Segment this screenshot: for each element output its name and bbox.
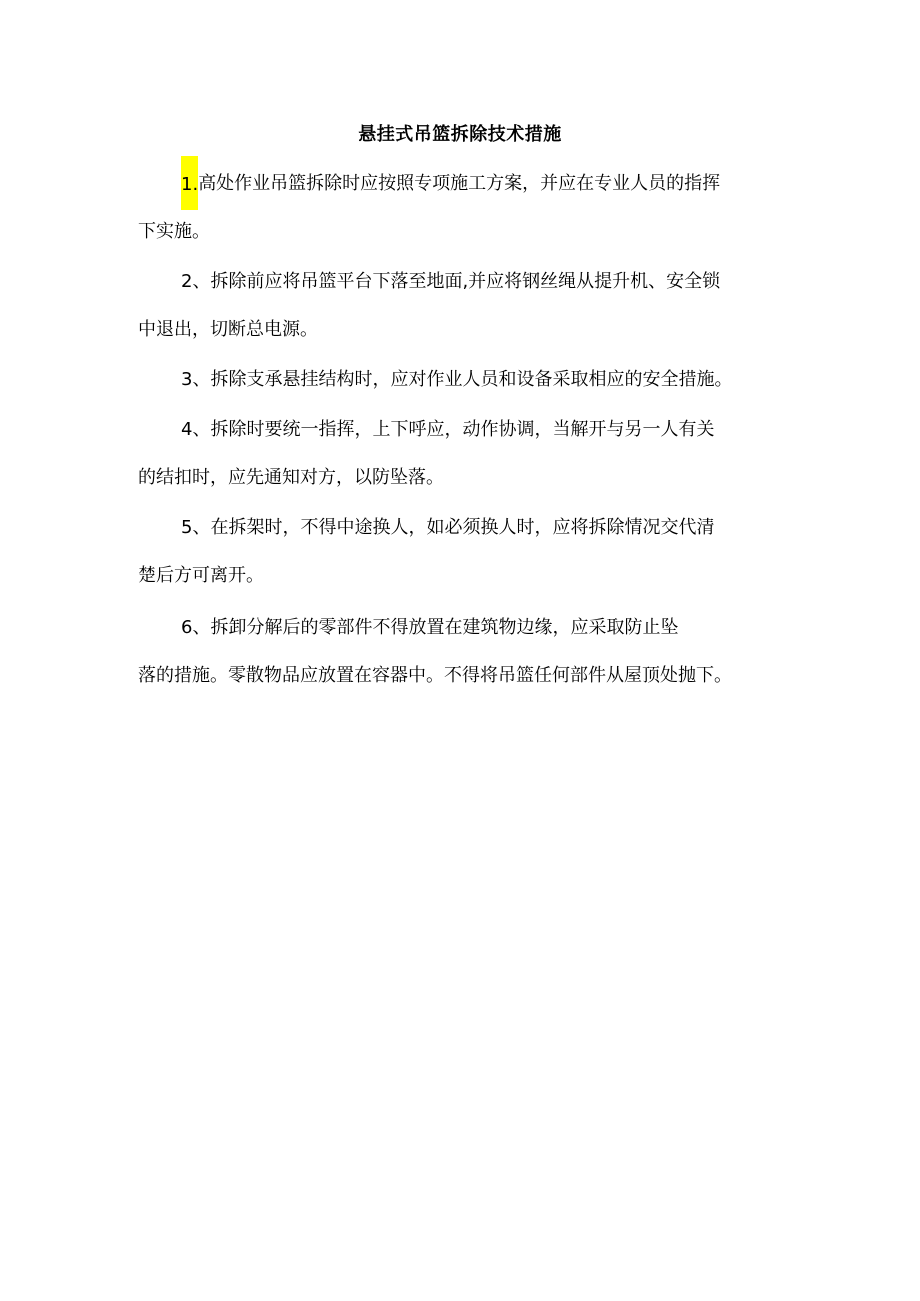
list-item-1-line-2: 下实施。 [138, 221, 210, 242]
list-item-6-line-1: 6、拆卸分解后的零部件不得放置在建筑物边缘，应采取防止坠 [181, 617, 679, 638]
list-item-3 [138, 356, 788, 404]
document-title: 悬挂式吊篮拆除技术措施 [358, 124, 562, 145]
list-item-5-line-2: 楚后方可离开。 [138, 565, 264, 586]
list-item-4-line-2: 的结扣时，应先通知对方，以防坠落。 [138, 467, 444, 488]
list-item-3-line-1: 3、拆除支承悬挂结构时，应对作业人员和设备采取相应的安全措施。 [181, 369, 733, 390]
list-item-5-line-1: 5、在拆架时，不得中途换人，如必须换人时，应将拆除情况交代清 [181, 517, 715, 538]
list-item-2 [138, 258, 788, 354]
list-item-2-line-1: 2、拆除前应将吊篮平台下落至地面,并应将钢丝绳从提升机、安全锁 [181, 271, 721, 292]
list-item-4 [138, 406, 788, 502]
list-item-6 [138, 604, 788, 700]
list-item-6-line-2: 落的措施。零散物品应放置在容器中。不得将吊篮任何部件从屋顶处抛下。 [138, 665, 732, 686]
item-number-highlight: 1. [181, 156, 198, 210]
list-item-2-line-2: 中退出，切断总电源。 [138, 319, 318, 340]
list-item-1 [138, 160, 788, 256]
list-item-4-line-1: 4、拆除时要统一指挥，上下呼应，动作协调，当解开与另一人有关 [181, 419, 715, 440]
list-item-5 [138, 504, 788, 600]
list-item-1-line-1 [138, 160, 788, 208]
list-item-1-text: 高处作业吊篮拆除时应按照专项施工方案，并应在专业人员的指挥 [198, 173, 721, 194]
